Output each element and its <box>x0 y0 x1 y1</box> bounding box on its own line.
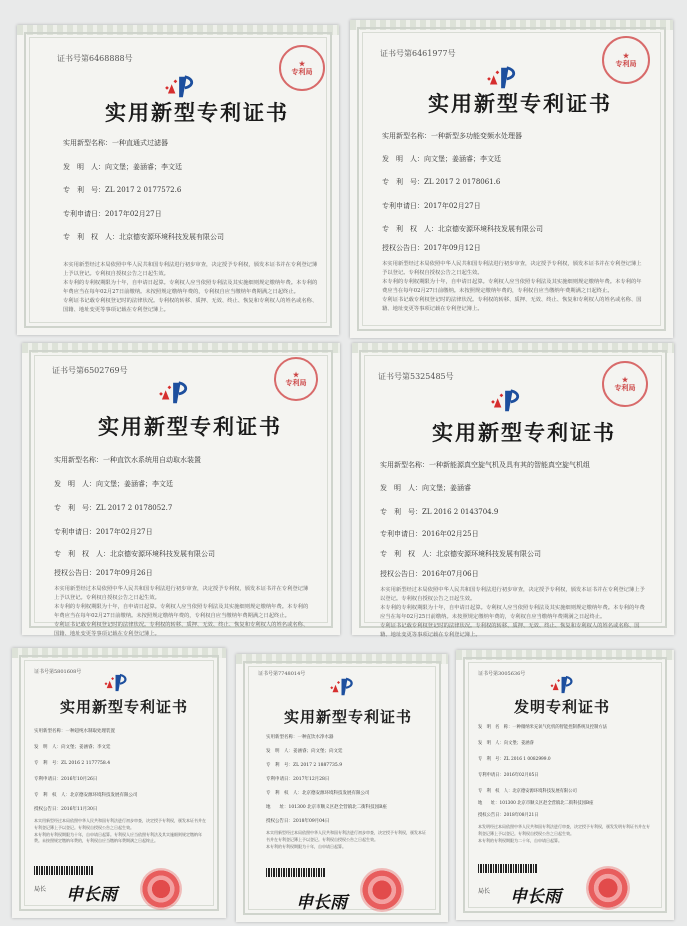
barcode <box>478 864 538 873</box>
certificate-3: 证书号第6502769号 ★ 专利局 实用新型专利证书 实用新型名称：一种直饮水系统用自动取水装置 发 明 人：向文堡；姜涵睿；李文廷 专 利 号：ZL 2017 2 0178052.7 专利申请日：2017年02月27日 专 利 权 人：北京德安源环境科技发展有限公司 授权公告日：2017年09月26日 本实用新型经过本局依照中华人民共和国专利法进行初步审查，决定授予专利权，颁发本证书并在专利登记簿上予以登记。专利权自授权公告之日起生效。 本专利的专利权期限为十年，自申请日起算。专利权人应当依照专利法及其实施细则规定缴纳年费。本专利的年费应当在每年02月27日前缴纳。未按照规定缴纳年费的，专利权自应当缴纳年费期满之日起终止。 专利证书记载专利权登记时的法律状况。专利权的转移、质押、无效、终止、恢复和专利权人的姓名或名称、国籍、地址变更等事项记载在专利登记簿上。 <box>22 343 340 635</box>
cnipa-logo-icon <box>548 674 578 696</box>
certificate-title: 实用新型专利证书 <box>98 414 282 439</box>
stamp-seal: ★ 专利局 <box>274 357 318 401</box>
barcode <box>34 866 94 875</box>
certificate-title: 实用新型专利证书 <box>432 420 616 445</box>
director-signature: 申长雨 <box>296 893 347 913</box>
certificate-number: 证书号第6502769号 <box>52 366 128 375</box>
cnipa-logo-icon <box>156 379 194 407</box>
certificate-number: 证书号第3005636号 <box>478 671 526 677</box>
certificate-title: 实用新型专利证书 <box>284 708 413 726</box>
certificate-number: 证书号第7748014号 <box>258 671 306 677</box>
certificate-title: 实用新型专利证书 <box>105 100 289 125</box>
official-red-seal <box>586 866 630 910</box>
stamp-seal: ★ 专利局 <box>602 36 650 84</box>
cnipa-logo-icon <box>488 387 526 415</box>
certificate-body: 本实用新型经过本局依照中华人民共和国专利法进行初步审查，决定授予专利权，颁发本证书并在专利登记簿上予以登记。专利权自授权公告之日起生效。 本专利的专利权期限为十年，自申请日起算。专利权人应当依照专利法及其实施细则规定缴纳年费。本专利的年费应当在每年02月25日前缴纳。未按照规定缴纳年费的，专利权自应当缴纳年费期满之日起终止。 专利证书记载专利权登记时的法律状况。专利权的转移、质押、无效、终止、恢复和专利权人的姓名或名称、国籍、地址变更等事项记载在专利登记簿上。 <box>380 587 645 638</box>
certificate-title: 发明专利证书 <box>514 698 611 716</box>
cnipa-logo-icon <box>328 674 358 700</box>
certificate-6: 证书号第7748014号 实用新型专利证书 实用新型名称：一种直饮水净水器 发 明 人：姜涵睿；向文堡；向文廷 专 利 号：ZL 2017 2 1887735.9 专利申请日：2017年12月28日 专 利 权 人：北京德安源环境科技发展有限公司 地 址：101300 北京市顺义区赵全营镇北二街科技园B座 授权公告日：2018年09月04日 本实用新型经过本局依照中华人民共和国专利法进行初步审查，决定授予专利权，颁发本证书并在专利登记簿上予以登记。专利权自授权公告之日起生效。 本专利的专利权期限为十年，自申请日起算。 申长雨 <box>236 654 448 922</box>
certificate-1: 证书号第6468888号 ★ 专利局 实用新型专利证书 实用新型名称：一种直通式过滤器 发 明 人：向文堡；姜涵睿；李文廷 专 利 号：ZL 2017 2 0177572.6 专利申请日：2017年02月27日 专 利 权 人：北京德安源环境科技发展有限公司 本实用新型经过本局依照中华人民共和国专利法进行初步审查，决定授予专利权，颁发本证书并在专利登记簿上予以登记。专利权自授权公告之日起生效。 本专利的专利权期限为十年，自申请日起算。专利权人应当依照专利法及其实施细则规定缴纳年费。本专利的年费应当在每年02月27日前缴纳。未按照规定缴纳年费的，专利权自应当缴纳年费期满之日起终止。 专利证书记载专利权登记时的法律状况。专利权的转移、质押、无效、终止、恢复和专利权人的姓名或名称、国籍、地址变更等事项记载在专利登记簿上。 <box>17 25 339 335</box>
certificate-body: 本发明经过本局依照中华人民共和国专利法进行审查，决定授予专利权，颁发发明专利证书并在专利登记簿上予以登记。专利权自授权公告之日起生效。 本专利的专利权期限为二十年，自申请日起算。 <box>478 824 650 843</box>
certificate-title: 实用新型专利证书 <box>60 698 189 716</box>
stamp-seal: ★ 专利局 <box>602 361 648 407</box>
certificate-body: 本实用新型经过本局依照中华人民共和国专利法进行初步审查，决定授予专利权，颁发本证书并在专利登记簿上予以登记。专利权自授权公告之日起生效。 本专利的专利权期限为十年，自申请日起算。专利权人应当依照专利法及其实施细则规定缴纳年费。未按照规定缴纳年费的，专利权自应当缴纳年费期满之日起终止。 <box>34 818 206 844</box>
official-red-seal <box>360 868 404 912</box>
certificate-number: 证书号第6468888号 <box>57 54 133 63</box>
director-label: 局长 <box>34 886 47 893</box>
director-label: 局长 <box>478 888 491 895</box>
official-red-seal <box>140 868 182 910</box>
certificate-body: 本实用新型经过本局依照中华人民共和国专利法进行初步审查，决定授予专利权，颁发本证书并在专利登记簿上予以登记。专利权自授权公告之日起生效。 本专利的专利权期限为十年，自申请日起算。专利权人应当依照专利法及其实施细则规定缴纳年费。本专利的年费应当在每年02月27日前缴纳。未按照规定缴纳年费的，专利权自应当缴纳年费期满之日起终止。 专利证书记载专利权登记时的法律状况。专利权的转移、质押、无效、终止、恢复和专利权人的姓名或名称、国籍、地址变更等事项记载在专利登记簿上。 <box>382 261 642 312</box>
certificate-4: 证书号第5325485号 ★ 专利局 实用新型专利证书 实用新型名称：一种新能源真空旋气机及具有其的智能真空旋气机组 发 明 人：向文堡；姜涵睿 专 利 号：ZL 2016 2 0143704.9 专利申请日：2016年02月25日 专 利 权 人：北京德安源环境科技发展有限公司 授权公告日：2016年07月06日 本实用新型经过本局依照中华人民共和国专利法进行初步审查，决定授予专利权，颁发本证书并在专利登记簿上予以登记。专利权自授权公告之日起生效。 本专利的专利权期限为十年，自申请日起算。专利权人应当依照专利法及其实施细则规定缴纳年费。本专利的年费应当在每年02月25日前缴纳。未按照规定缴纳年费的，专利权自应当缴纳年费期满之日起终止。 专利证书记载专利权登记时的法律状况。专利权的转移、质押、无效、终止、恢复和专利权人的姓名或名称、国籍、地址变更等事项记载在专利登记簿上。 <box>352 343 674 635</box>
director-signature: 申长雨 <box>510 887 561 907</box>
certificate-7: 证书号第3005636号 发明专利证书 发 明 名 称：一种微纳米充氧气化机的智能控制系统及控制方法 发 明 人：向文堡；姜涵睿 专 利 号：ZL 2016 1 0082999.0 专利申请日：2016年02月05日 专 利 权 人：北京德安源环境科技发展有限公司 地 址：101300 北京市顺义区赵全营镇北二街科技园B座 授权公告日：2018年08月21日 本发明经过本局依照中华人民共和国专利法进行审查，决定授予专利权，颁发发明专利证书并在专利登记簿上予以登记。专利权自授权公告之日起生效。 本专利的专利权期限为二十年，自申请日起算。 局长 申长雨 <box>456 650 674 920</box>
certificate-number: 证书号第5325485号 <box>378 372 454 381</box>
barcode <box>266 868 326 877</box>
stamp-seal: ★ 专利局 <box>279 45 325 91</box>
certificate-number: 证书号第6461977号 <box>380 49 456 58</box>
certificate-body: 本实用新型经过本局依照中华人民共和国专利法进行初步审查，决定授予专利权，颁发本证书并在专利登记簿上予以登记。专利权自授权公告之日起生效。 本专利的专利权期限为十年，自申请日起算。 <box>266 830 426 849</box>
director-signature: 申长雨 <box>66 885 117 905</box>
certificate-body: 本实用新型经过本局依照中华人民共和国专利法进行初步审查，决定授予专利权，颁发本证书并在专利登记簿上予以登记。专利权自授权公告之日起生效。 本专利的专利权期限为十年，自申请日起算。专利权人应当依照专利法及其实施细则规定缴纳年费。本专利的年费应当在每年02月27日前缴纳。未按照规定缴纳年费的，专利权自应当缴纳年费期满之日起终止。 专利证书记载专利权登记时的法律状况。专利权的转移、质押、无效、终止、恢复和专利权人的姓名或名称、国籍、地址变更等事项记载在专利登记簿上。 <box>54 586 309 637</box>
certificate-2: 证书号第6461977号 ★ 专利局 实用新型专利证书 实用新型名称：一种新型多功能变频水处理器 发 明 人：向文堡；姜涵睿；李文廷 专 利 号：ZL 2017 2 0178061.6 专利申请日：2017年02月27日 专 利 权 人：北京德安源环境科技发展有限公司 授权公告日：2017年09月12日 本实用新型经过本局依照中华人民共和国专利法进行初步审查，决定授予专利权，颁发本证书并在专利登记簿上予以登记。专利权自授权公告之日起生效。 本专利的专利权期限为十年，自申请日起算。专利权人应当依照专利法及其实施细则规定缴纳年费。本专利的年费应当在每年02月27日前缴纳。未按照规定缴纳年费的，专利权自应当缴纳年费期满之日起终止。 专利证书记载专利权登记时的法律状况。专利权的转移、质押、无效、终止、恢复和专利权人的姓名或名称、国籍、地址变更等事项记载在专利登记簿上。 <box>350 20 673 338</box>
cnipa-logo-icon <box>102 672 132 694</box>
certificate-5: 证书号第5801608号 实用新型专利证书 实用新型名称：一种超纯水制取处理装置 发 明 人：向文堡；姜涵睿；李文廷 专 利 号：ZL 2016 2 1177758.4 专利申请日：2016年10月26日 专 利 权 人：北京德安源环境科技发展有限公司 授权公告日：2016年11月30日 本实用新型经过本局依照中华人民共和国专利法进行初步审查，决定授予专利权，颁发本证书并在专利登记簿上予以登记。专利权自授权公告之日起生效。 本专利的专利权期限为十年，自申请日起算。专利权人应当依照专利法及其实施细则规定缴纳年费。未按照规定缴纳年费的，专利权自应当缴纳年费期满之日起终止。 局长 申长雨 <box>12 648 226 918</box>
certificate-title: 实用新型专利证书 <box>428 91 612 116</box>
certificate-body: 本实用新型经过本局依照中华人民共和国专利法进行初步审查，决定授予专利权，颁发本证书并在专利登记簿上予以登记。专利权自授权公告之日起生效。 本专利的专利权期限为十年，自申请日起算。专利权人应当依照专利法及其实施细则规定缴纳年费。本专利的年费应当在每年02月27日前缴纳。未按照规定缴纳年费的，专利权自应当缴纳年费期满之日起终止。 专利证书记载专利权登记时的法律状况。专利权的转移、质押、无效、终止、恢复和专利权人的姓名或名称、国籍、地址变更等事项记载在专利登记簿上。 <box>63 262 318 313</box>
certificate-number: 证书号第5801608号 <box>34 669 82 675</box>
